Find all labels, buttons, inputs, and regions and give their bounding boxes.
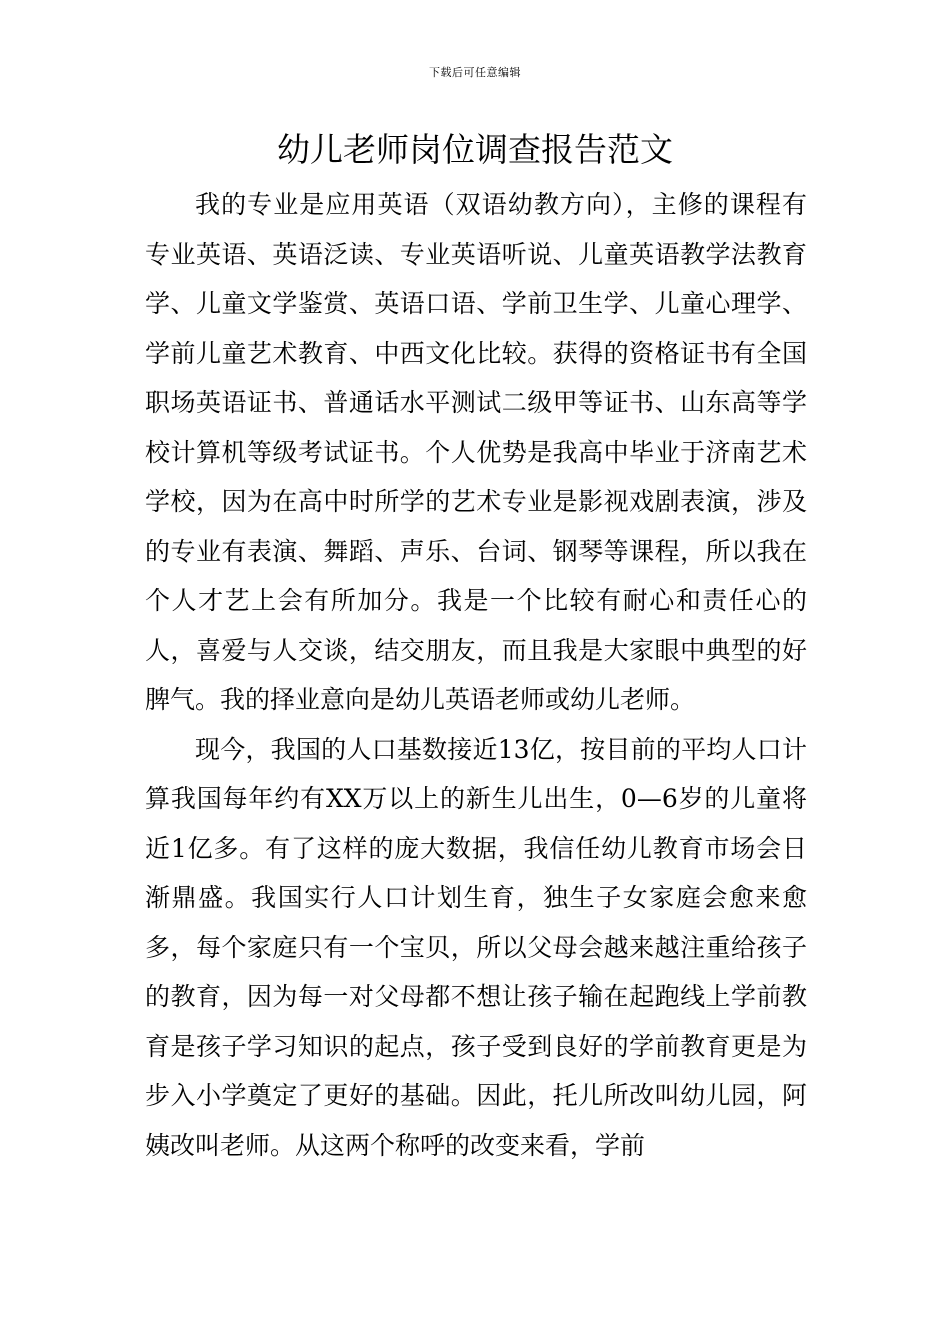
paragraph-market-analysis: 现今，我国的人口基数接近13亿，按目前的平均人口计算我国每年约有XX万以上的新生儿出生，0—6岁的儿童将近1亿多。有了这样的庞大数据，我信任幼儿教育市场会日渐鼎盛。我国实行人口计划生育，独生子女家庭会愈来愈多，每个家庭只有一个宝贝，所以父母会越来越注重给孩子的教育，因为每一对父母都不想让孩子输在起跑线上学前教育是孩子学习知识的起点，孩子受到良好的学前教育更是为步入小学奠定了更好的基础。因此，托儿所改叫幼儿园，阿姨改叫老师。从这两个称呼的改变来看，学前 — [145, 734, 807, 1160]
page-header-note: 下载后可任意编辑 — [429, 66, 521, 79]
paragraph-major-and-skills: 我的专业是应用英语（双语幼教方向），主修的课程有专业英语、英语泛读、专业英语听说、儿童英语教学法教育学、儿童文学鉴赏、英语口语、学前卫生学、儿童心理学、学前儿童艺术教育、中西文化比较。获得的资格证书有全国职场英语证书、普通话水平测试二级甲等证书、山东高等学校计算机等级考试证书。个人优势是我高中毕业于济南艺术学校，因为在高中时所学的艺术专业是影视戏剧表演，涉及的专业有表演、舞蹈、声乐、台词、钢琴等课程，所以我在个人才艺上会有所加分。我是一个比较有耐心和责任心的人，喜爱与人交谈，结交朋友，而且我是大家眼中典型的好脾气。我的择业意向是幼儿英语老师或幼儿老师。 — [145, 190, 807, 714]
document-title: 幼儿老师岗位调查报告范文 — [277, 130, 673, 169]
document-body — [145, 180, 807, 1170]
